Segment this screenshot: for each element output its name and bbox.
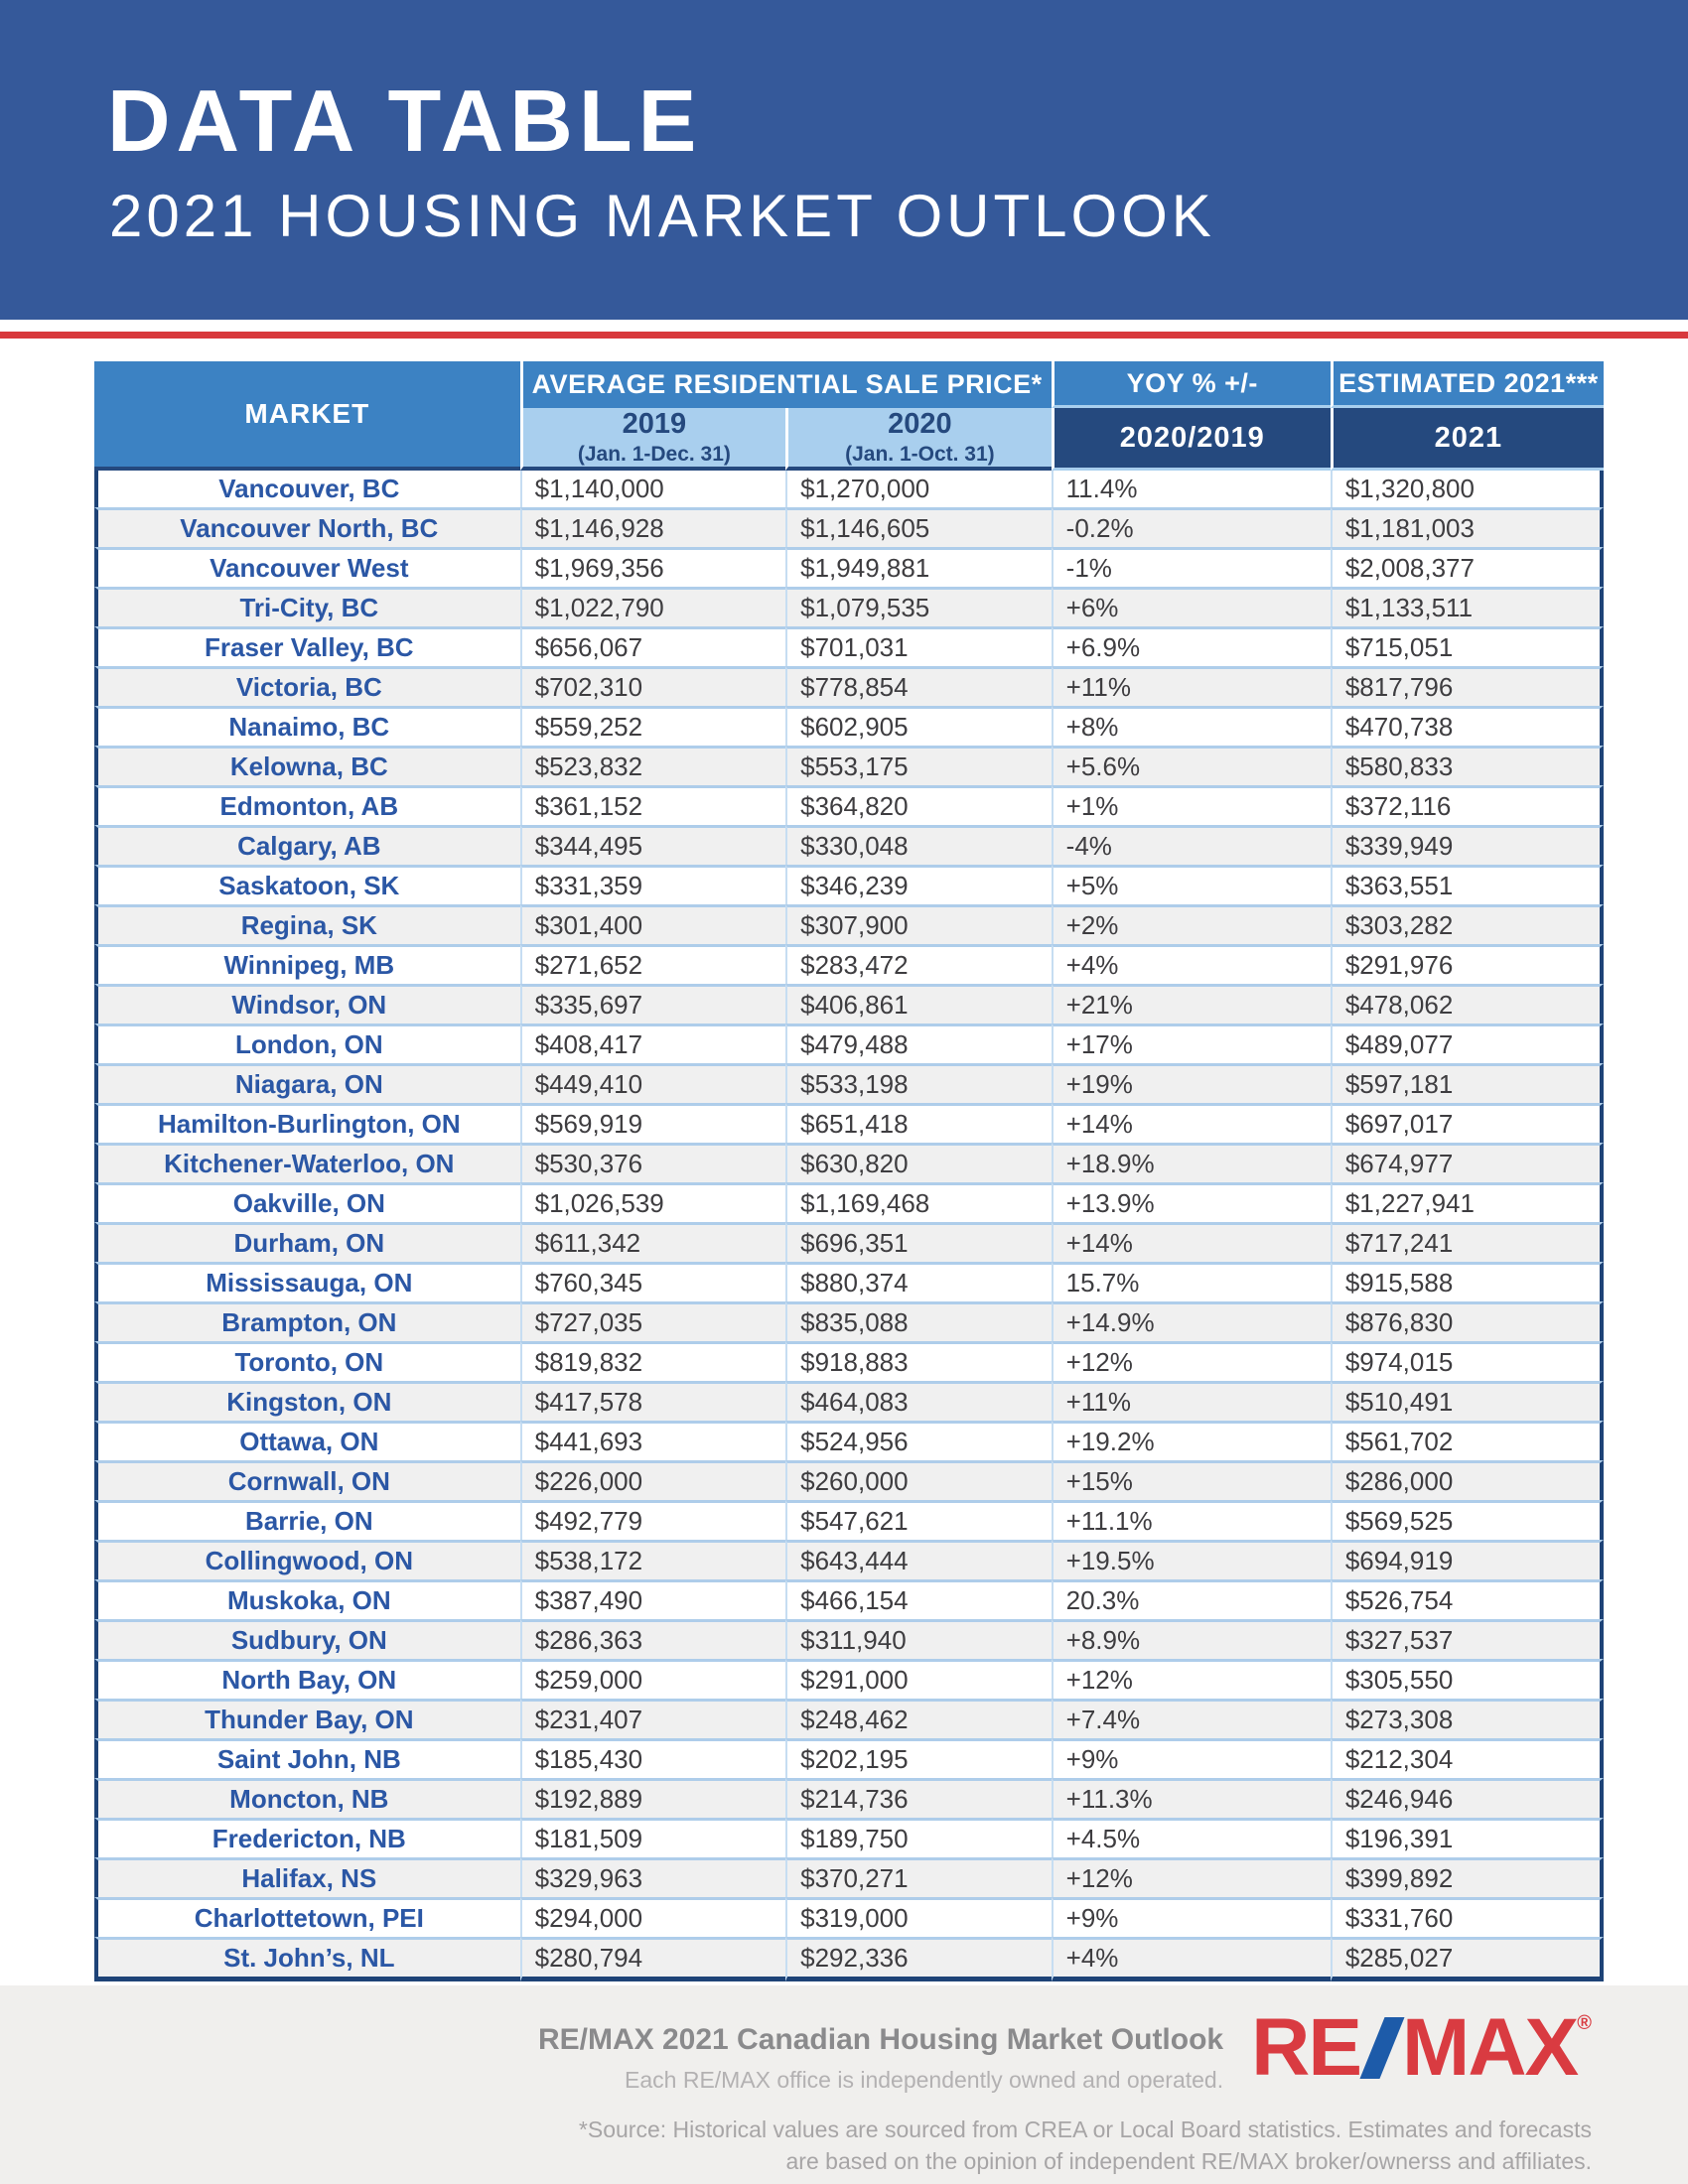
market-cell: Kitchener-Waterloo, ON [94, 1143, 520, 1182]
yoy-cell: +17% [1052, 1024, 1331, 1063]
market-cell: Halifax, NS [94, 1857, 520, 1897]
price-2019-cell: $559,252 [520, 706, 786, 746]
yoy-cell: +9% [1052, 1738, 1331, 1778]
market-cell: Windsor, ON [94, 984, 520, 1024]
price-2019-cell: $538,172 [520, 1540, 786, 1579]
price-2019-cell: $1,969,356 [520, 547, 786, 587]
price-2020-cell: $778,854 [785, 666, 1052, 706]
estimate-2021-cell: $597,181 [1331, 1063, 1604, 1103]
table-row [94, 666, 1604, 706]
housing-data-table [94, 361, 1604, 1981]
table-row [94, 1182, 1604, 1222]
price-2020-cell: $643,444 [785, 1540, 1052, 1579]
market-cell: Charlottetown, PEI [94, 1897, 520, 1937]
market-cell: Nanaimo, BC [94, 706, 520, 746]
table-row [94, 1818, 1604, 1857]
yoy-cell: +11% [1052, 1381, 1331, 1421]
table-row [94, 1937, 1604, 1981]
footer-content [537, 2002, 1592, 2177]
price-2020-cell: $464,083 [785, 1381, 1052, 1421]
market-cell: St. John’s, NL [94, 1937, 520, 1981]
price-2019-cell: $523,832 [520, 746, 786, 785]
price-2019-cell: $760,345 [520, 1262, 786, 1301]
market-cell: Barrie, ON [94, 1500, 520, 1540]
table-row [94, 1143, 1604, 1182]
footer-band [0, 1985, 1688, 2184]
estimate-2021-cell: $2,008,377 [1331, 547, 1604, 587]
estimate-2021-cell: $674,977 [1331, 1143, 1604, 1182]
yoy-cell: +1% [1052, 785, 1331, 825]
yoy-cell: +19% [1052, 1063, 1331, 1103]
market-cell: Hamilton-Burlington, ON [94, 1103, 520, 1143]
page-title: DATA TABLE [107, 71, 703, 170]
price-2019-cell: $417,578 [520, 1381, 786, 1421]
yoy-cell: +21% [1052, 984, 1331, 1024]
estimate-2021-cell: $1,133,511 [1331, 587, 1604, 626]
table-row [94, 1103, 1604, 1143]
price-2019-cell: $286,363 [520, 1619, 786, 1659]
estimate-2021-cell: $363,551 [1331, 865, 1604, 904]
housing-data-table-wrap [94, 361, 1604, 1981]
price-2020-cell: $260,000 [785, 1460, 1052, 1500]
price-2019-cell: $702,310 [520, 666, 786, 706]
market-cell: Oakville, ON [94, 1182, 520, 1222]
price-2019-cell: $492,779 [520, 1500, 786, 1540]
estimate-2021-cell: $1,320,800 [1331, 471, 1604, 507]
yoy-cell: +13.9% [1052, 1182, 1331, 1222]
estimate-2021-cell: $327,537 [1331, 1619, 1604, 1659]
market-cell: London, ON [94, 1024, 520, 1063]
price-2020-cell: $292,336 [785, 1937, 1052, 1981]
yoy-cell: +6.9% [1052, 626, 1331, 666]
estimate-2021-cell: $372,116 [1331, 785, 1604, 825]
yoy-cell: +11.3% [1052, 1778, 1331, 1818]
table-row [94, 1024, 1604, 1063]
price-2020-cell: $533,198 [785, 1063, 1052, 1103]
table-row [94, 904, 1604, 944]
table-body [94, 471, 1604, 1981]
price-2020-cell: $370,271 [785, 1857, 1052, 1897]
table-row [94, 984, 1604, 1024]
price-2020-cell: $880,374 [785, 1262, 1052, 1301]
column-header-yoy-ratio: 2020/2019 [1052, 408, 1331, 471]
yoy-cell: +4% [1052, 944, 1331, 984]
market-cell: Saskatoon, SK [94, 865, 520, 904]
yoy-cell: +8% [1052, 706, 1331, 746]
price-2020-cell: $189,750 [785, 1818, 1052, 1857]
price-2020-cell: $330,048 [785, 825, 1052, 865]
price-2020-cell: $1,169,468 [785, 1182, 1052, 1222]
price-2019-cell: $387,490 [520, 1579, 786, 1619]
estimate-2021-cell: $717,241 [1331, 1222, 1604, 1262]
table-header [94, 361, 1604, 471]
yoy-cell: 15.7% [1052, 1262, 1331, 1301]
yoy-cell: +8.9% [1052, 1619, 1331, 1659]
yoy-cell: +19.5% [1052, 1540, 1331, 1579]
estimate-2021-cell: $470,738 [1331, 706, 1604, 746]
estimate-2021-cell: $303,282 [1331, 904, 1604, 944]
table-row [94, 1738, 1604, 1778]
price-2019-cell: $569,919 [520, 1103, 786, 1143]
estimate-2021-cell: $817,796 [1331, 666, 1604, 706]
price-2019-cell: $611,342 [520, 1222, 786, 1262]
red-divider [0, 332, 1688, 339]
estimate-2021-cell: $286,000 [1331, 1460, 1604, 1500]
remax-slash-icon [1360, 2017, 1405, 2079]
footer-source-line1: *Source: Historical values are sourced from CREA or Local Board statistics. Estimates and forecasts [578, 2116, 1592, 2142]
column-header-2020-range: (Jan. 1-Oct. 31) [845, 443, 995, 466]
table-row [94, 1500, 1604, 1540]
table-row [94, 1579, 1604, 1619]
table-row [94, 1421, 1604, 1460]
yoy-cell: +14% [1052, 1103, 1331, 1143]
price-2020-cell: $524,956 [785, 1421, 1052, 1460]
estimate-2021-cell: $246,946 [1331, 1778, 1604, 1818]
estimate-2021-cell: $331,760 [1331, 1897, 1604, 1937]
estimate-2021-cell: $569,525 [1331, 1500, 1604, 1540]
market-cell: Vancouver West [94, 547, 520, 587]
table-row [94, 1341, 1604, 1381]
price-2020-cell: $202,195 [785, 1738, 1052, 1778]
estimate-2021-cell: $561,702 [1331, 1421, 1604, 1460]
estimate-2021-cell: $510,491 [1331, 1381, 1604, 1421]
price-2020-cell: $307,900 [785, 904, 1052, 944]
table-row [94, 706, 1604, 746]
price-2019-cell: $361,152 [520, 785, 786, 825]
price-2019-cell: $819,832 [520, 1341, 786, 1381]
yoy-cell: +11% [1052, 666, 1331, 706]
price-2019-cell: $1,146,928 [520, 507, 786, 547]
table-row [94, 785, 1604, 825]
yoy-cell: 20.3% [1052, 1579, 1331, 1619]
market-cell: Niagara, ON [94, 1063, 520, 1103]
column-group-estimated-2021: ESTIMATED 2021*** [1331, 361, 1604, 408]
table-row [94, 1540, 1604, 1579]
estimate-2021-cell: $974,015 [1331, 1341, 1604, 1381]
market-cell: Toronto, ON [94, 1341, 520, 1381]
price-2019-cell: $294,000 [520, 1897, 786, 1937]
column-header-2019 [520, 408, 786, 471]
market-cell: Moncton, NB [94, 1778, 520, 1818]
page-subtitle: 2021 HOUSING MARKET OUTLOOK [109, 183, 1215, 249]
price-2020-cell: $214,736 [785, 1778, 1052, 1818]
market-cell: Saint John, NB [94, 1738, 520, 1778]
column-header-2019-year: 2019 [622, 408, 687, 440]
column-header-2020-year: 2020 [888, 408, 952, 440]
yoy-cell: 11.4% [1052, 471, 1331, 507]
table-row [94, 1897, 1604, 1937]
footer-source-note [538, 2114, 1592, 2177]
price-2019-cell: $192,889 [520, 1778, 786, 1818]
yoy-cell: +7.4% [1052, 1699, 1331, 1738]
price-2020-cell: $1,079,535 [785, 587, 1052, 626]
market-cell: Kingston, ON [94, 1381, 520, 1421]
table-row [94, 944, 1604, 984]
price-2020-cell: $1,146,605 [785, 507, 1052, 547]
table-row [94, 547, 1604, 587]
table-row [94, 1460, 1604, 1500]
table-row [94, 825, 1604, 865]
estimate-2021-cell: $399,892 [1331, 1857, 1604, 1897]
column-group-yoy: YOY % +/- [1052, 361, 1331, 408]
column-header-2019-range: (Jan. 1-Dec. 31) [577, 443, 731, 466]
yoy-cell: +12% [1052, 1857, 1331, 1897]
price-2019-cell: $1,026,539 [520, 1182, 786, 1222]
price-2020-cell: $696,351 [785, 1222, 1052, 1262]
table-row [94, 587, 1604, 626]
footer-text-block [538, 2015, 1223, 2094]
price-2019-cell: $329,963 [520, 1857, 786, 1897]
column-group-avg-sale-price: AVERAGE RESIDENTIAL SALE PRICE* [520, 361, 1052, 408]
table-row [94, 1222, 1604, 1262]
yoy-cell: +12% [1052, 1659, 1331, 1699]
yoy-cell: +19.2% [1052, 1421, 1331, 1460]
market-cell: Muskoka, ON [94, 1579, 520, 1619]
remax-logo [1251, 2002, 1592, 2093]
price-2020-cell: $918,883 [785, 1341, 1052, 1381]
yoy-cell: -0.2% [1052, 507, 1331, 547]
price-2020-cell: $1,949,881 [785, 547, 1052, 587]
price-2020-cell: $319,000 [785, 1897, 1052, 1937]
table-row [94, 1301, 1604, 1341]
price-2019-cell: $335,697 [520, 984, 786, 1024]
estimate-2021-cell: $273,308 [1331, 1699, 1604, 1738]
yoy-cell: +15% [1052, 1460, 1331, 1500]
footer-title: RE/MAX 2021 Canadian Housing Market Outlook [537, 2023, 1224, 2056]
registered-trademark-icon: ® [1577, 2012, 1592, 2034]
price-2019-cell: $656,067 [520, 626, 786, 666]
price-2020-cell: $1,270,000 [785, 471, 1052, 507]
estimate-2021-cell: $580,833 [1331, 746, 1604, 785]
market-cell: Edmonton, AB [94, 785, 520, 825]
market-cell: Collingwood, ON [94, 1540, 520, 1579]
header-banner [0, 0, 1688, 320]
price-2020-cell: $346,239 [785, 865, 1052, 904]
table-row [94, 507, 1604, 547]
table-row [94, 1699, 1604, 1738]
yoy-cell: +12% [1052, 1341, 1331, 1381]
price-2020-cell: $364,820 [785, 785, 1052, 825]
remax-logo-re: RE [1251, 2002, 1361, 2093]
table-row [94, 471, 1604, 507]
estimate-2021-cell: $285,027 [1331, 1937, 1604, 1981]
estimate-2021-cell: $1,227,941 [1331, 1182, 1604, 1222]
price-2020-cell: $701,031 [785, 626, 1052, 666]
estimate-2021-cell: $305,550 [1331, 1659, 1604, 1699]
price-2020-cell: $479,488 [785, 1024, 1052, 1063]
market-cell: Tri-City, BC [94, 587, 520, 626]
estimate-2021-cell: $478,062 [1331, 984, 1604, 1024]
price-2019-cell: $344,495 [520, 825, 786, 865]
market-cell: Winnipeg, MB [94, 944, 520, 984]
yoy-cell: +4.5% [1052, 1818, 1331, 1857]
price-2020-cell: $283,472 [785, 944, 1052, 984]
yoy-cell: -4% [1052, 825, 1331, 865]
price-2020-cell: $406,861 [785, 984, 1052, 1024]
price-2019-cell: $301,400 [520, 904, 786, 944]
price-2020-cell: $248,462 [785, 1699, 1052, 1738]
table-row [94, 1778, 1604, 1818]
price-2019-cell: $231,407 [520, 1699, 786, 1738]
price-2019-cell: $408,417 [520, 1024, 786, 1063]
yoy-cell: +6% [1052, 587, 1331, 626]
table-row [94, 865, 1604, 904]
estimate-2021-cell: $196,391 [1331, 1818, 1604, 1857]
yoy-cell: +18.9% [1052, 1143, 1331, 1182]
price-2020-cell: $291,000 [785, 1659, 1052, 1699]
table-row [94, 1063, 1604, 1103]
price-2019-cell: $1,022,790 [520, 587, 786, 626]
table-row [94, 746, 1604, 785]
estimate-2021-cell: $1,181,003 [1331, 507, 1604, 547]
table-row [94, 1262, 1604, 1301]
market-cell: Victoria, BC [94, 666, 520, 706]
price-2020-cell: $553,175 [785, 746, 1052, 785]
price-2019-cell: $280,794 [520, 1937, 786, 1981]
price-2019-cell: $331,359 [520, 865, 786, 904]
price-2019-cell: $1,140,000 [520, 471, 786, 507]
market-cell: Durham, ON [94, 1222, 520, 1262]
yoy-cell: +4% [1052, 1937, 1331, 1981]
price-2020-cell: $547,621 [785, 1500, 1052, 1540]
footer-source-line2: are based on the opinion of independent RE/MAX broker/ownerss and affiliates. [785, 2148, 1592, 2175]
yoy-cell: -1% [1052, 547, 1331, 587]
market-cell: Ottawa, ON [94, 1421, 520, 1460]
market-cell: Calgary, AB [94, 825, 520, 865]
yoy-cell: +2% [1052, 904, 1331, 944]
market-cell: Sudbury, ON [94, 1619, 520, 1659]
estimate-2021-cell: $697,017 [1331, 1103, 1604, 1143]
price-2019-cell: $727,035 [520, 1301, 786, 1341]
market-cell: Thunder Bay, ON [94, 1699, 520, 1738]
yoy-cell: +14.9% [1052, 1301, 1331, 1341]
market-cell: Brampton, ON [94, 1301, 520, 1341]
market-cell: Vancouver, BC [94, 471, 520, 507]
table-row [94, 1857, 1604, 1897]
market-cell: North Bay, ON [94, 1659, 520, 1699]
price-2019-cell: $226,000 [520, 1460, 786, 1500]
price-2019-cell: $530,376 [520, 1143, 786, 1182]
estimate-2021-cell: $489,077 [1331, 1024, 1604, 1063]
estimate-2021-cell: $715,051 [1331, 626, 1604, 666]
price-2019-cell: $185,430 [520, 1738, 786, 1778]
yoy-cell: +9% [1052, 1897, 1331, 1937]
price-2020-cell: $311,940 [785, 1619, 1052, 1659]
market-cell: Fredericton, NB [94, 1818, 520, 1857]
price-2019-cell: $271,652 [520, 944, 786, 984]
market-cell: Fraser Valley, BC [94, 626, 520, 666]
column-header-2020 [785, 408, 1052, 471]
column-header-market: MARKET [94, 361, 520, 471]
price-2019-cell: $259,000 [520, 1659, 786, 1699]
yoy-cell: +11.1% [1052, 1500, 1331, 1540]
market-cell: Cornwall, ON [94, 1460, 520, 1500]
remax-logo-max: MAX [1402, 2002, 1578, 2093]
table-row [94, 1619, 1604, 1659]
footer-subtitle: Each RE/MAX office is independently owned and operated. [625, 2067, 1224, 2093]
price-2020-cell: $630,820 [785, 1143, 1052, 1182]
estimate-2021-cell: $291,976 [1331, 944, 1604, 984]
price-2020-cell: $466,154 [785, 1579, 1052, 1619]
estimate-2021-cell: $694,919 [1331, 1540, 1604, 1579]
footer-top-row [537, 2002, 1592, 2094]
market-cell: Vancouver North, BC [94, 507, 520, 547]
price-2020-cell: $835,088 [785, 1301, 1052, 1341]
yoy-cell: +14% [1052, 1222, 1331, 1262]
price-2019-cell: $441,693 [520, 1421, 786, 1460]
price-2020-cell: $602,905 [785, 706, 1052, 746]
table-row [94, 1659, 1604, 1699]
estimate-2021-cell: $212,304 [1331, 1738, 1604, 1778]
estimate-2021-cell: $915,588 [1331, 1262, 1604, 1301]
estimate-2021-cell: $526,754 [1331, 1579, 1604, 1619]
column-header-2021: 2021 [1331, 408, 1604, 471]
yoy-cell: +5.6% [1052, 746, 1331, 785]
market-cell: Kelowna, BC [94, 746, 520, 785]
estimate-2021-cell: $876,830 [1331, 1301, 1604, 1341]
table-row [94, 1381, 1604, 1421]
price-2019-cell: $449,410 [520, 1063, 786, 1103]
market-cell: Mississauga, ON [94, 1262, 520, 1301]
market-cell: Regina, SK [94, 904, 520, 944]
table-row [94, 626, 1604, 666]
yoy-cell: +5% [1052, 865, 1331, 904]
header-group-row [94, 361, 1604, 408]
price-2019-cell: $181,509 [520, 1818, 786, 1857]
estimate-2021-cell: $339,949 [1331, 825, 1604, 865]
price-2020-cell: $651,418 [785, 1103, 1052, 1143]
